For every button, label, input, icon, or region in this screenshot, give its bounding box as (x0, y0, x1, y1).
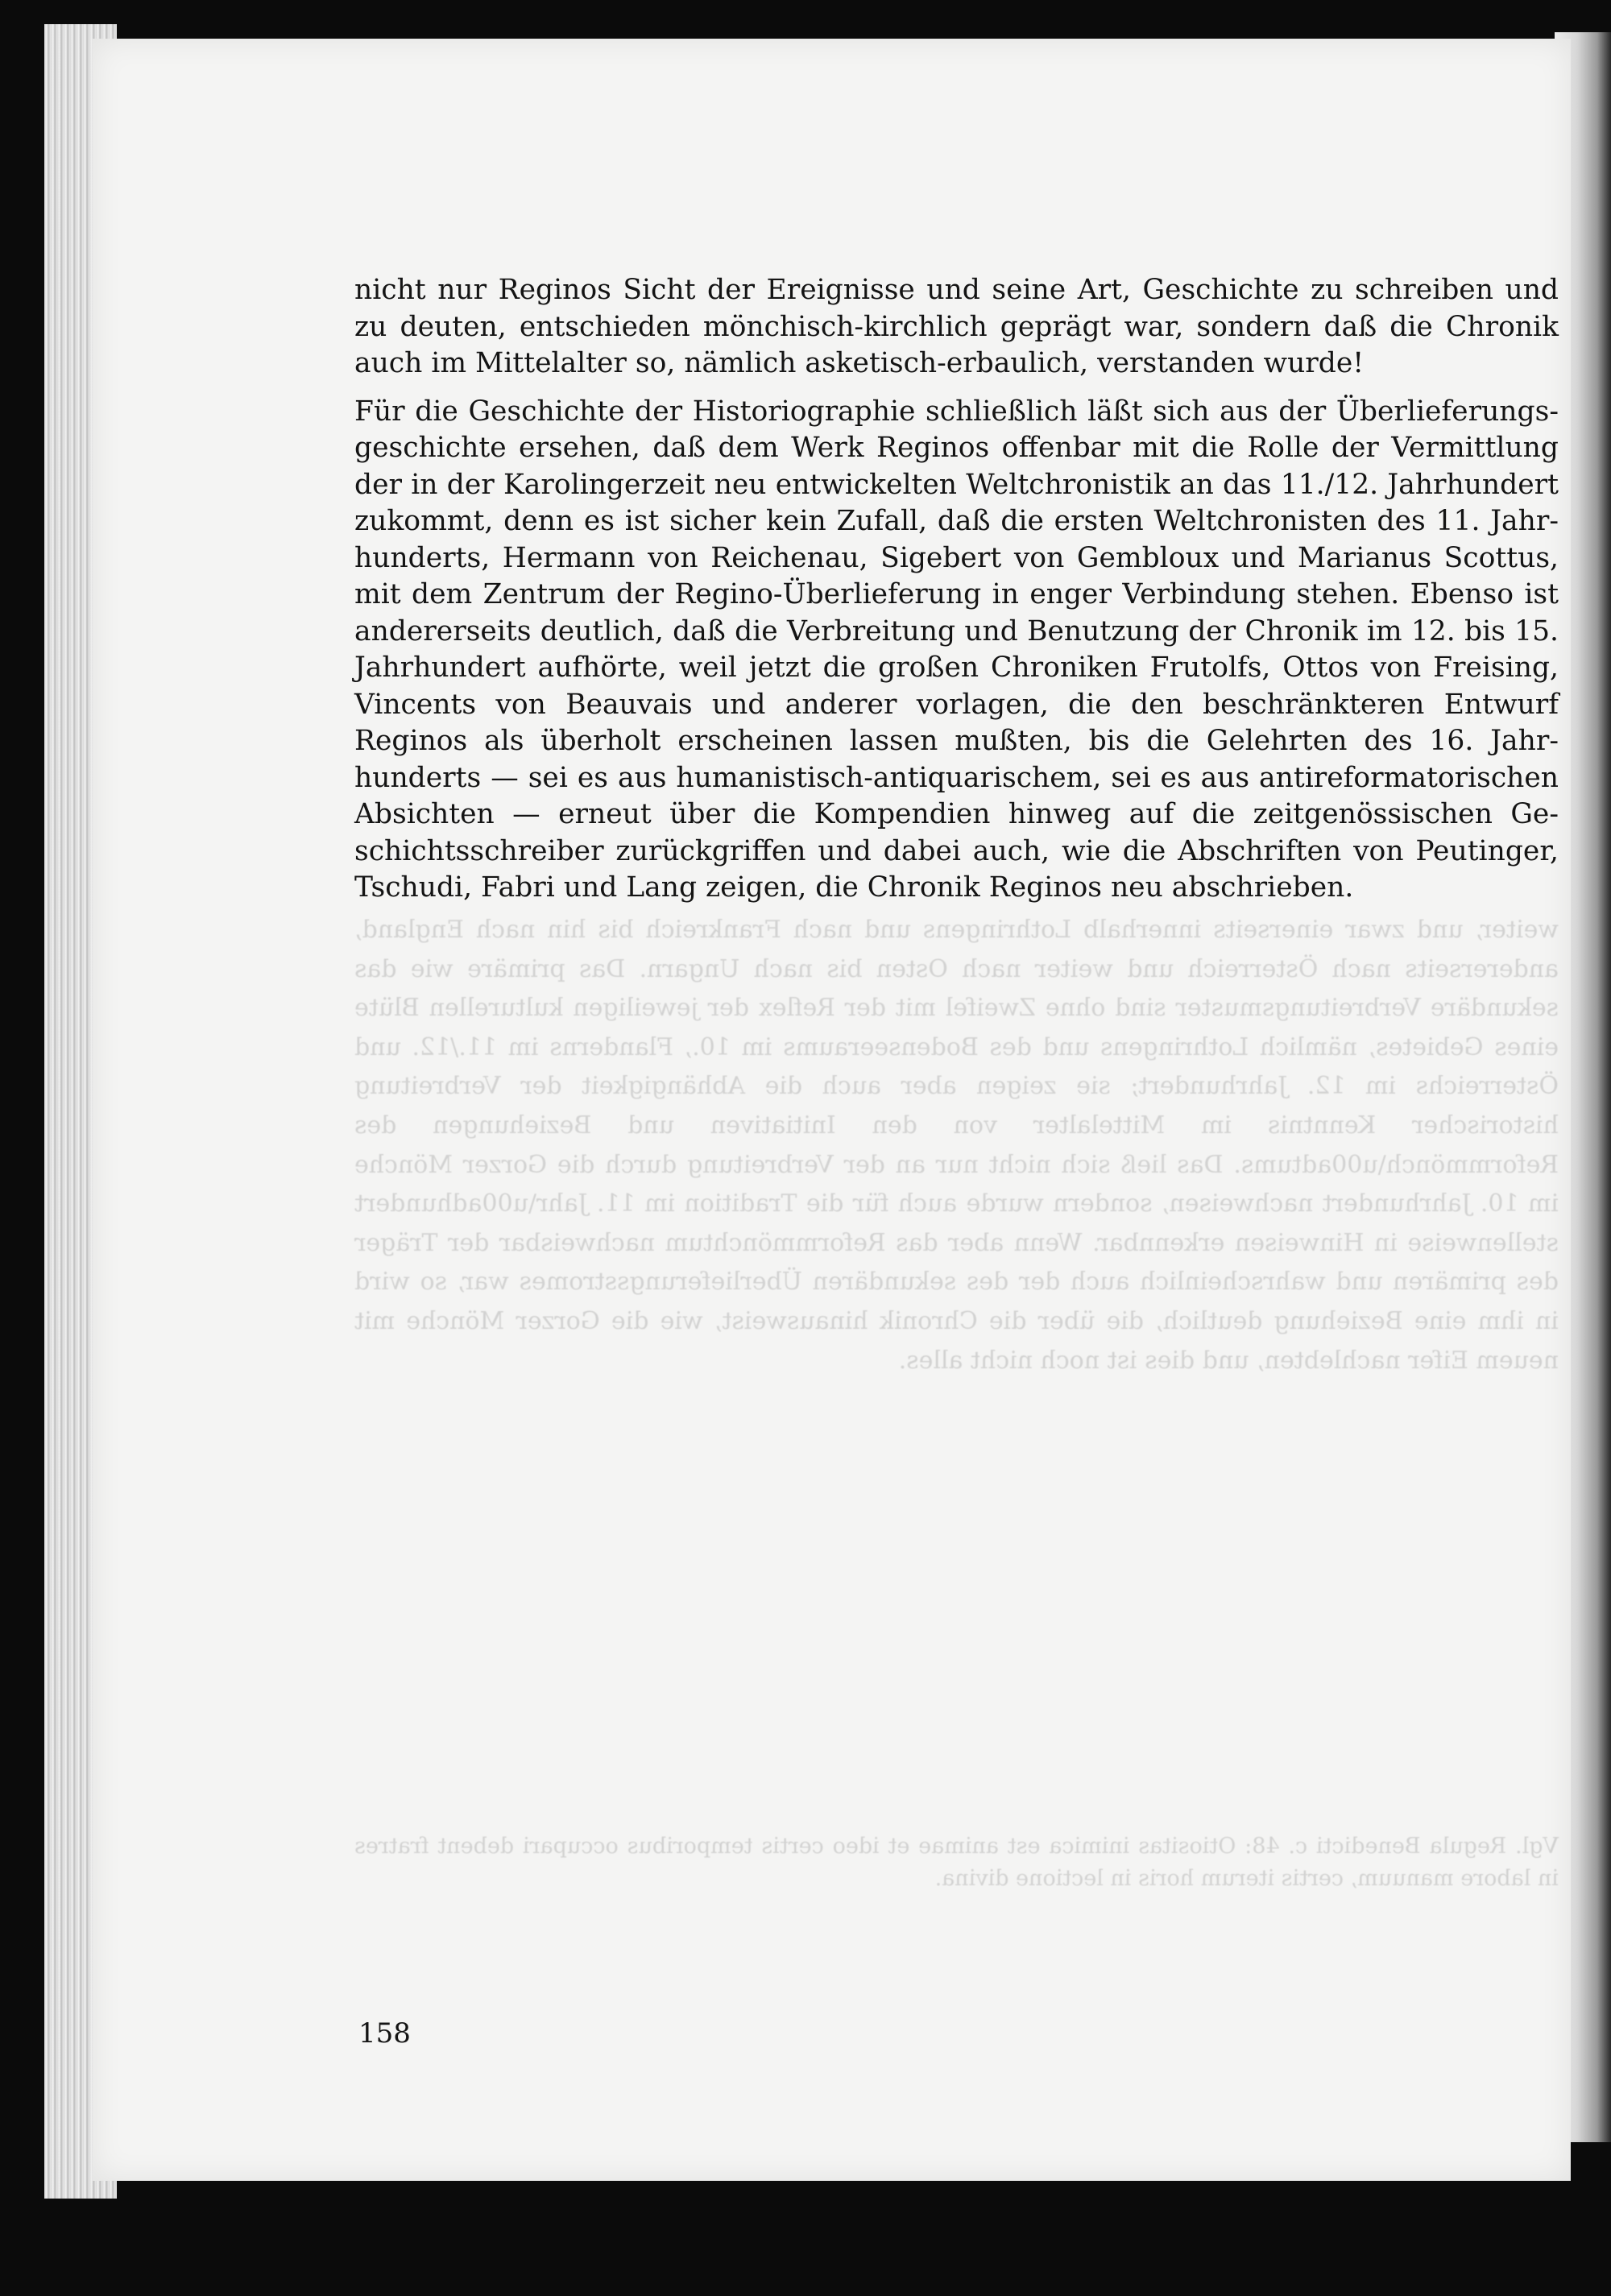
book-page (93, 39, 1571, 2181)
bleed-through-footnotes: Vgl. Regula Benedicti c. 48: Otiositas inimica est animae et ideo certis temporibus occupari debent fratres in labore manuum, certis iterum horis in lectione divina. (354, 1834, 1559, 1891)
paragraph-1: nicht nur Reginos Sicht der Ereignisse und seine Art, Geschichte zu schreiben und zu deuten, entschieden mönchisch-kirchlich geprägt war, sondern daß die Chronik auch im Mittelalter so, nämlich asketisch-erbaulich, verstanden wurde! (354, 274, 1559, 379)
page-number: 158 (358, 2017, 411, 2050)
bleed-through-text: weiter, und zwar einerseits innerhalb Lothringens und nach Frankreich bis hin nach England, andererseits nach Österreich und weiter nach Osten bis nach Ungarn. Das primäre wie das sekundäre Verbreitungsmuster sind ohne Zweifel mit der Reflex der jeweiligen kulturellen Blüte eines Gebietes, nämlich Lothringens und des Bodenseeraums im 10., Flanderns im 11./12. und Österreichs im 12. Jahrhundert; sie zeigen aber auch die Abhängigkeit der Verbreitung historischer Kenntnis im Mittelalter von den Initiativen und Beziehungen des Reformmönch\u00adtums. Das ließ sich nicht nur an der Verbreitung durch die Gorzer Mönche im 10. Jahrhundert nachweisen, sondern wurde auch für die Tradition im 11. Jahr\u00adhundert stellenweise in Hinweisen erkennbar. Wenn aber das Reformmönchtum nachweisbar der Träger des primären und wahrscheinlich auch der des sekundären Überlieferungsstromes war, so wird in ihm eine Beziehung deutlich, die über die Chronik hinausweist, wie die Gorzer Mönche mit neuem Eifer nachlebten, und dies ist noch nicht alles. (354, 916, 1559, 1375)
body-text (354, 272, 1559, 907)
paragraph-2: Für die Geschichte der Historiographie schließlich läßt sich aus der Überlieferungsgeschichte ersehen, daß dem Werk Reginos offenbar mit die Rolle der Vermittlung der in der Karolingerzeit neu entwickelten Weltchronistik an das 11./12. Jahrhundert zukommt, denn es ist sicher kein Zufall, daß die ersten Weltchronisten des 11. Jahrhunderts, Hermann von Reichenau, Sigebert von Gembloux und Marianus Scottus, mit dem Zentrum der Regino-Überlieferung in enger Verbindung stehen. Ebenso ist andererseits deutlich, daß die Verbreitung und Benutzung der Chronik im 12. bis 15. Jahrhundert aufhörte, weil jetzt die großen Chroniken Frutolfs, Ottos von Freising, Vincents von Beauvais und anderer vorlagen, die den beschränkteren Entwurf Reginos als überholt erscheinen lassen mußten, bis die Gelehrten des 16. Jahrhunderts — sei es aus humanistisch-antiquarischem, sei es aus antireformatorischen Absichten — erneut über die Kompendien hinweg auf die zeitgenössischen Geschichtsschreiber zurückgriffen und dabei auch, wie die Abschriften von Peutinger, Tschudi, Fabri und Lang zeigen, die Chronik Reginos neu abschrieben. (354, 395, 1559, 904)
